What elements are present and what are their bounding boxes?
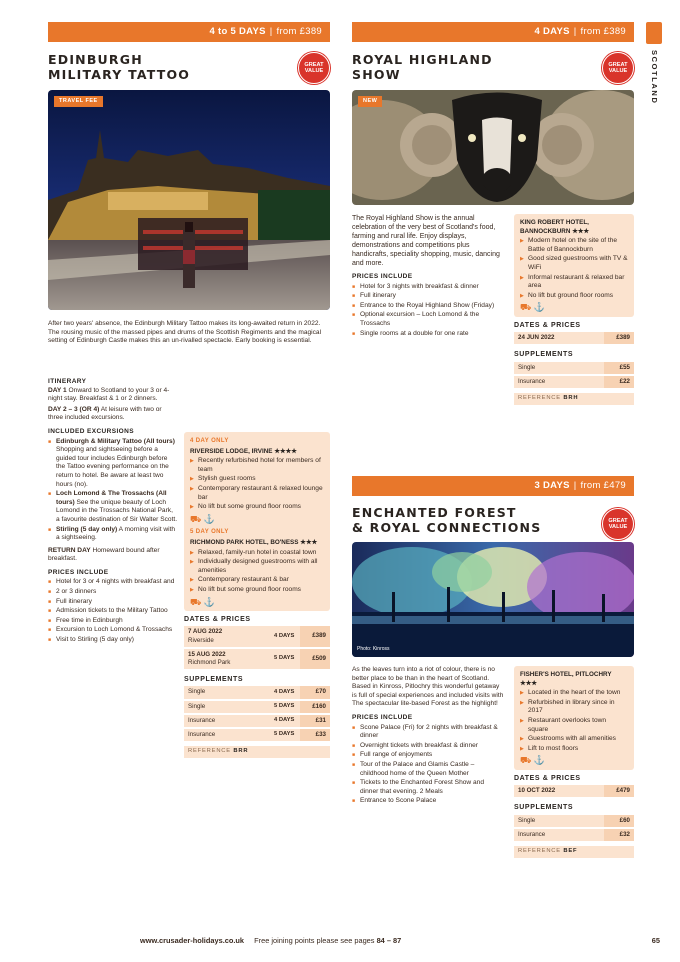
enchanted-price: from £479 <box>580 480 626 491</box>
royal-price: from £389 <box>580 26 626 37</box>
amenity-icons <box>190 598 324 607</box>
footer-text: Free joining points please see pages <box>254 936 375 945</box>
list-item: ▶ Good sized guestrooms with TV & WiFi <box>520 255 628 272</box>
hotel-features <box>190 457 324 512</box>
tour-reference: REFERENCE BRH <box>514 393 634 405</box>
hotel-features <box>520 237 628 300</box>
list-item: ▶ Individually designed guestrooms with all amenities <box>190 558 324 575</box>
list-item: ▶ Located in the heart of the town <box>520 689 628 698</box>
list-item: ▶ Relaxed, family-run hotel in coastal town <box>190 549 324 558</box>
fork-knife-icon: ⚓ <box>203 596 216 607</box>
itinerary-day2: DAY 2 – 3 (OR 4) At leisure with two or three included excursions. <box>48 405 162 422</box>
list-item: ■ Overnight tickets with breakfast & dinner <box>352 742 504 751</box>
royal-photo <box>352 90 634 205</box>
list-item: ▶ No lift but ground floor rooms <box>520 292 628 301</box>
list-item: ■ Hotel for 3 or 4 nights with breakfast and <box>48 578 178 587</box>
hotel-duration: 5 DAY ONLY <box>190 529 229 536</box>
page-footer <box>140 936 660 946</box>
prices-heading: PRICES INCLUDE <box>48 568 109 576</box>
table-row: Single 4 DAYS £70 <box>184 686 330 699</box>
list-item: ■ Stirling (5 day only) A morning visit with a sightseeing. <box>48 526 178 543</box>
list-item: ▶ No lift but some ground floor rooms <box>190 503 324 512</box>
edinburgh-right-column <box>184 432 330 758</box>
tour-reference: REFERENCE BEF <box>514 846 634 858</box>
list-item: ▶ No lift but some ground floor rooms <box>190 586 324 595</box>
edinburgh-intro: After two years' absence, the Edinburgh Military Tattoo makes its long-awaited return in 2022. The rousing music of the massed pipes and drums of the Scottish Regiments and the magical setting of Edinburgh Castle makes this an un-rivalled spectacle. Early booking is essential. <box>48 320 322 345</box>
list-item: ■ Single rooms at a double for one rate <box>352 330 500 339</box>
list-item: ■ Scone Palace (Fri) for 2 nights with breakfast & dinner <box>352 724 504 741</box>
fork-knife-icon: ⚓ <box>533 302 546 313</box>
enchanted-title <box>352 505 600 535</box>
list-item: ▶ Guestrooms with all amenities <box>520 735 628 744</box>
enchanted-days: 3 DAYS <box>534 480 570 491</box>
royal-left-column <box>352 214 500 338</box>
edinburgh-tag: TRAVEL FEE <box>54 96 103 107</box>
table-row: Single 5 DAYS £160 <box>184 700 330 714</box>
royal-tag: NEW <box>358 96 382 107</box>
royal-days: 4 DAYS <box>534 26 570 37</box>
itinerary-return: RETURN DAY Homeward bound after breakfast. <box>48 546 160 563</box>
list-item: ■ Tickets to the Enchanted Forest Show and dinner that evening. 2 Meals <box>352 779 504 796</box>
table-row: Single £55 <box>514 362 634 375</box>
side-tab-marker <box>646 22 662 44</box>
list-item: ■ Optional excursion – Loch Lomond & the Trossachs <box>352 311 500 328</box>
royal-right-column <box>514 214 634 405</box>
list-item: ■ Free time in Edinburgh <box>48 617 178 626</box>
coach-icon: ⛟ <box>190 513 202 524</box>
hotel-name: RIVERSIDE LODGE, IRVINE ★★★★ <box>190 447 297 455</box>
list-item: ■ Entrance to the Royal Highland Show (Friday) <box>352 302 500 311</box>
list-item: ▶ Informal restaurant & relaxed bar area <box>520 274 628 291</box>
photo-caption: Photo: Kinross <box>357 646 390 652</box>
list-item: ■ Excursion to Loch Lomond & Trossachs <box>48 626 178 635</box>
coach-icon: ⛟ <box>520 755 532 766</box>
amenity-icons <box>520 756 628 765</box>
list-item: ■ Full itinerary <box>48 598 178 607</box>
list-item: ■ Edinburgh & Military Tattoo (All tours) Shopping and sightseeing before a guided tour includes Edinburgh before the Tattoo evening performance on the return to hotel. Be aware at least two hours (no). <box>48 438 178 490</box>
supplements-heading: SUPPLEMENTS <box>514 351 574 359</box>
list-item: ■ Loch Lomond & The Trossachs (All tours) See the unique beauty of Loch Lomond in the Trossachs National Park, a favourite destination of Sir Walter Scott. <box>48 490 178 524</box>
list-item: ■ Full range of enjoyments <box>352 751 504 760</box>
royal-title-line2: SHOW <box>352 67 401 82</box>
list-item: ▶ Refurbished in library since in 2017 <box>520 699 628 716</box>
page-number: 65 <box>651 936 660 945</box>
hotel-duration: 4 DAY ONLY <box>190 438 229 444</box>
prices-heading: PRICES INCLUDE <box>352 273 413 280</box>
royal-intro: The Royal Highland Show is the annual celebration of the very best of Scotland's food, farming and rural life. Enjoy displays, demonstrations and competitions plus handicrafts, speciality shopping, music, dancing and more. <box>352 215 500 267</box>
hotel-name: FISHER'S HOTEL, PITLOCHRY ★★★ <box>520 671 612 687</box>
list-item: ■ Full itinerary <box>352 292 500 301</box>
supplements-heading: SUPPLEMENTS <box>514 804 574 812</box>
table-row: Single £60 <box>514 815 634 828</box>
tour-reference: REFERENCE BRR <box>184 746 330 758</box>
table-row: Insurance 5 DAYS £33 <box>184 728 330 742</box>
coach-icon: ⛟ <box>520 302 532 313</box>
dates-heading: DATES & PRICES <box>514 321 581 329</box>
fork-knife-icon: ⚓ <box>203 513 216 524</box>
tattoo-illustration <box>48 90 330 310</box>
enchanted-intro: As the leaves turn into a riot of colour, there is no better place to be than in the heart of Scotland. Based in Kinross, Pitlochry this wonderful getaway is full of special experiences and included visits with The spectacular lite-based Forest as the highlight! <box>352 666 504 708</box>
edinburgh-title-line1: EDINBURGH <box>48 52 143 67</box>
edinburgh-value-badge: GREAT VALUE <box>298 52 330 84</box>
footer-pages: 84 – 87 <box>376 936 402 945</box>
list-item: ▶ Restaurant overlooks town square <box>520 717 628 734</box>
side-tab <box>646 22 662 104</box>
edinburgh-price: from £389 <box>276 26 322 37</box>
enchanted-value-badge: GREAT VALUE <box>602 508 634 540</box>
side-tab-label: SCOTLAND <box>649 50 659 105</box>
prices-list <box>352 724 504 806</box>
table-row: Insurance £32 <box>514 828 634 842</box>
excursions-heading: INCLUDED EXCURSIONS <box>48 427 134 435</box>
edinburgh-photo <box>48 90 330 310</box>
royal-title-line1: ROYAL HIGHLAND <box>352 52 493 67</box>
supplements-heading: SUPPLEMENTS <box>184 676 244 684</box>
royal-bar: 4 DAYS | from £389 <box>352 22 634 42</box>
table-row: 10 OCT 2022 £479 <box>514 785 634 798</box>
royal-value-badge: GREAT VALUE <box>602 52 634 84</box>
list-item: ▶ Contemporary restaurant & bar <box>190 576 324 585</box>
coach-icon: ⛟ <box>190 596 202 607</box>
itinerary-day1: DAY 1 Onward to Scotland to your 3 or 4-night stay. Breakfast & 1 or 2 dinners. <box>48 386 170 403</box>
hotel-box <box>514 214 634 317</box>
table-row: 24 JUN 2022 £389 <box>514 332 634 345</box>
table-row: Insurance 4 DAYS £31 <box>184 714 330 728</box>
prices-list <box>48 578 178 644</box>
hotel-features <box>190 549 324 595</box>
table-row: Insurance £22 <box>514 375 634 389</box>
hotel-box <box>184 432 330 611</box>
edinburgh-title <box>48 52 288 82</box>
list-item: ▶ Contemporary restaurant & relaxed lounge bar <box>190 485 324 502</box>
supplements-table <box>184 686 330 743</box>
list-item: ■ Hotel for 3 nights with breakfast & dinner <box>352 283 500 292</box>
edinburgh-days: 4 to 5 DAYS <box>209 26 266 37</box>
list-item: ▶ Lift to most floors <box>520 745 628 754</box>
list-item: ■ Visit to Stirling (5 day only) <box>48 636 178 645</box>
enchanted-title-line2: & ROYAL CONNECTIONS <box>352 520 542 535</box>
hotel-features <box>520 689 628 753</box>
enchanted-right-column <box>514 666 634 858</box>
enchanted-photo <box>352 542 634 657</box>
sheep-illustration <box>352 90 634 205</box>
fork-knife-icon: ⚓ <box>533 755 546 766</box>
royal-title <box>352 52 592 82</box>
list-item: ■ Tour of the Palace and Glamis Castle – childhood home of the Queen Mother <box>352 761 504 778</box>
enchanted-left-column <box>352 666 504 806</box>
list-item: ▶ Modern hotel on the site of the Battle of Bannockburn <box>520 237 628 254</box>
list-item: ▶ Recently refurbished hotel for members of team <box>190 457 324 474</box>
hotel-name: RICHMOND PARK HOTEL, BO'NESS ★★★ <box>190 538 318 546</box>
excursions-list <box>48 438 178 543</box>
footer-url[interactable]: www.crusader-holidays.co.uk <box>140 936 245 945</box>
dates-heading: DATES & PRICES <box>514 774 581 782</box>
forest-illustration <box>352 542 634 657</box>
list-item: ▶ Stylish guest rooms <box>190 475 324 484</box>
table-row: 15 AUG 2022 Richmond Park 5 DAYS £509 <box>184 648 330 670</box>
dates-table <box>514 785 634 799</box>
amenity-icons <box>520 303 628 312</box>
hotel-name: KING ROBERT HOTEL, BANNOCKBURN ★★★ <box>520 219 590 235</box>
prices-list <box>352 283 500 339</box>
hotel-box <box>514 666 634 770</box>
enchanted-bar: 3 DAYS | from £479 <box>352 476 634 496</box>
dates-table <box>514 332 634 346</box>
itinerary-heading: ITINERARY <box>48 378 87 385</box>
supplements-table <box>514 815 634 843</box>
edinburgh-title-line2: MILITARY TATTOO <box>48 67 191 82</box>
list-item: ■ Admission tickets to the Military Tattoo <box>48 607 178 616</box>
list-item: ■ 2 or 3 dinners <box>48 588 178 597</box>
amenity-icons <box>190 515 324 524</box>
prices-heading: PRICES INCLUDE <box>352 713 413 721</box>
dates-heading: DATES & PRICES <box>184 616 251 624</box>
enchanted-title-line1: ENCHANTED FOREST <box>352 505 517 520</box>
supplements-table <box>514 362 634 390</box>
dates-table <box>184 626 330 671</box>
edinburgh-bar: 4 to 5 DAYS | from £389 <box>48 22 330 42</box>
edinburgh-left-column <box>48 378 178 645</box>
table-row: 7 AUG 2022 Riverside 4 DAYS £389 <box>184 626 330 647</box>
list-item: ■ Entrance to Scone Palace <box>352 797 504 806</box>
